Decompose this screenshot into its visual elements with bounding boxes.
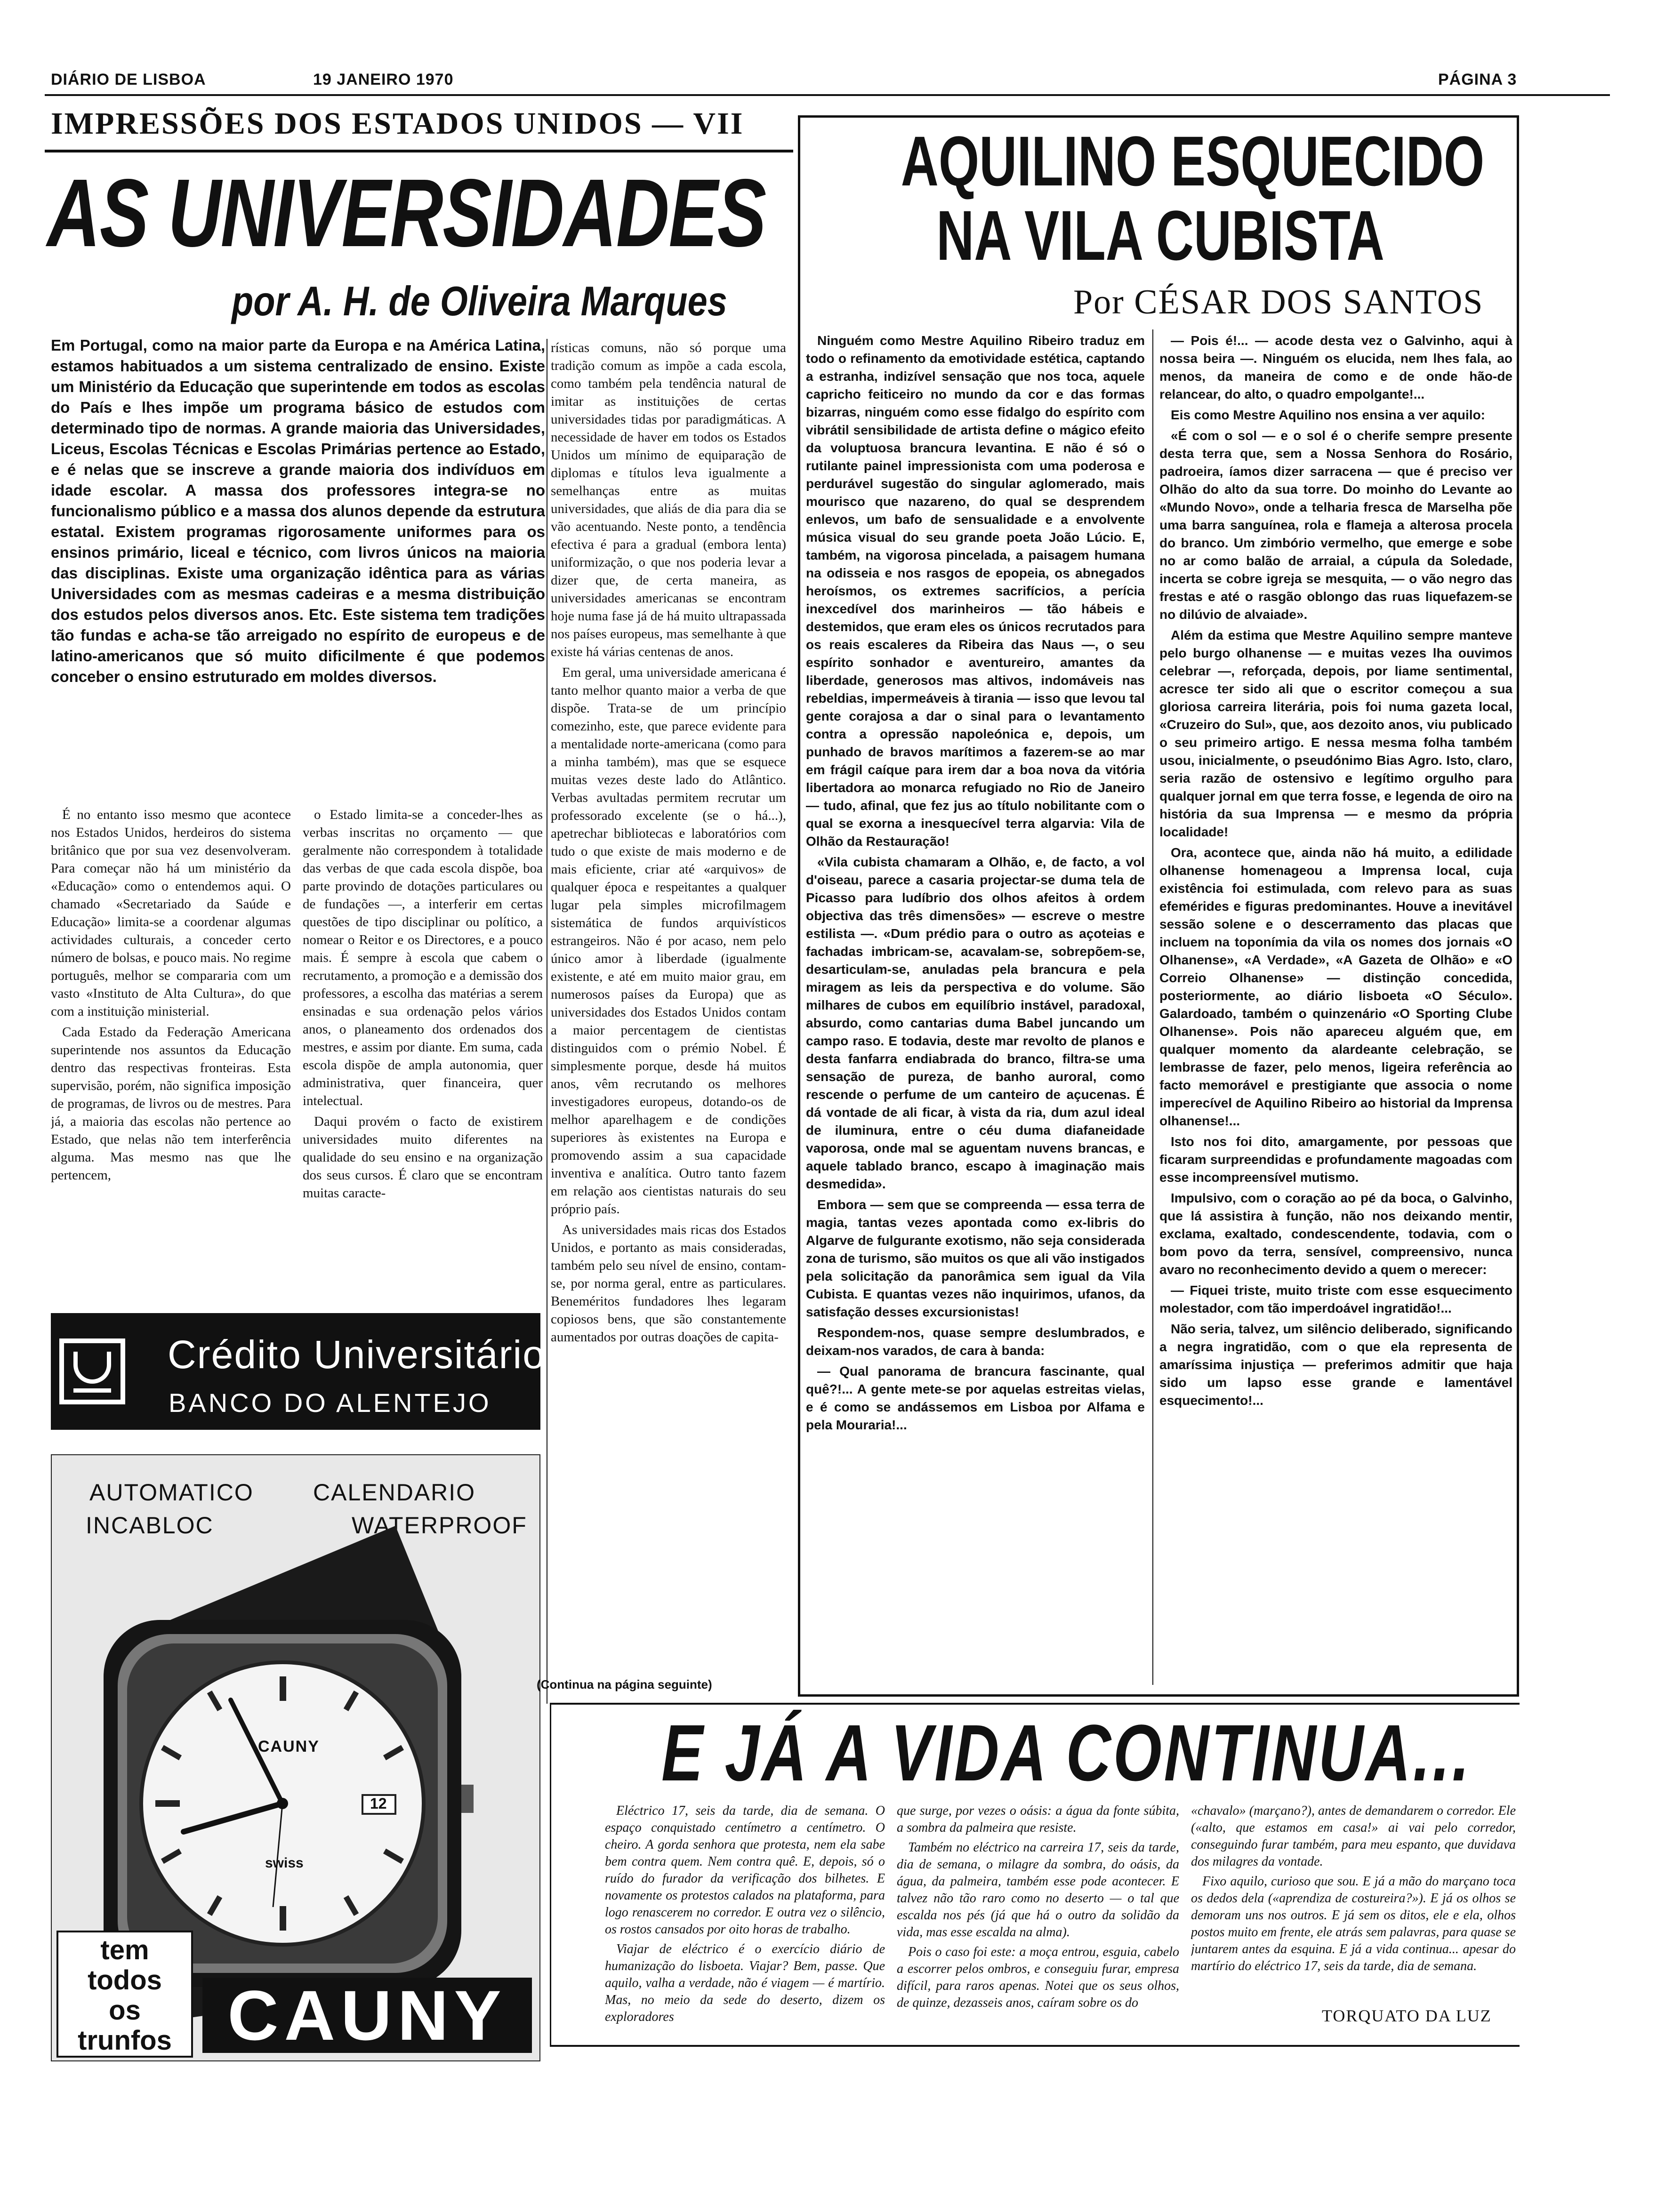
masthead-rule xyxy=(45,94,1610,96)
article2-box-left xyxy=(798,115,800,1697)
article3-title: E JÁ A VIDA CONTINUA... xyxy=(661,1708,1472,1798)
tag-line-4: trunfos xyxy=(78,2025,172,2056)
tag-line-2: todos xyxy=(88,1965,162,1996)
series-rule xyxy=(45,150,793,152)
credito-universitario-ad xyxy=(51,1313,546,1430)
article2-title-line-2: NA VILA CUBISTA xyxy=(936,196,1384,275)
article2-col2-paragraph: Ora, acontece que, ainda não há muito, a edilidade olhanense homenageou a Imprensa local, cuja existência foi estimulada, com relevo para as suas efemérides e figuras predominantes. Houve a inevitável sessão solene e o descerramento das placas que incluem na toponímia da vila os nomes dos jornais «O Olhanense», «A Verdade», «A Gazeta de Olhão» e «O Correio Olhanense» — distinção concedida, posteriormente, ao diário lisboeta «O Século». Galardoado, também o quinzenário «O Sporting Clube Olhanense». Pois não apareceu alguém que, em qualquer momento da alardeante celebração, se lembrasse de fazer, pelo menos, ligeira referência ao facto memorável e prestigiante que associa o nome imperecível de Aquilino Ribeiro ao historial da Imprensa olhanense!... xyxy=(1159,845,1512,1128)
article1-column-2 xyxy=(303,806,543,1304)
ad2-incabloc: INCABLOC xyxy=(86,1512,214,1539)
dial-brand: CAUNY xyxy=(258,1738,320,1755)
article2-byline: Por CÉSAR DOS SANTOS xyxy=(1073,283,1484,321)
masthead-paper: DIÁRIO DE LISBOA xyxy=(51,71,206,88)
article3-author: TORQUATO DA LUZ xyxy=(1322,2006,1492,2025)
article1-col2-paragraph: o Estado limita-se a conceder-lhes as verbas inscritas no orçamento — que geralmente não correspondem à totalidade das verbas de que cada escola dispõe, boa parte provindo de dotações particulares ou de fundações —, a interferir em certas questões de tipo disciplinar ou político, a nomear o Reitor e os Directores, e a pouco mais. É sempre à escola que cabem o recrutamento, a promoção e a demissão dos professores, a escolha das matérias a serem ensinadas e sua ordenação pelos vários anos, o planeamento dos ordenados dos mestres, e assim por diante. Em suma, cada escola dispõe de ampla autonomia, quer administrativa, quer financeira, quer intelectual. xyxy=(303,807,543,1108)
article2-column-2 xyxy=(1159,332,1512,1687)
article3-col2-paragraph: Pois o caso foi este: a moça entrou, esguia, cabelo a escorrer pelos ombros, e conseguiu furar, empresa difícil, para raros apenas. Notei que os seus olhos, de quinze, dezasseis anos, caíram sobre os do xyxy=(897,1945,1179,2010)
article3-col2-paragraph: Também no eléctrico na carreira 17, seis da tarde, dia de semana, o milagre da sombra, do oásis, da água, da palmeira, também esse pode acontecer. E talvez não tão raro como no deserto — o tal que escalda nos pés (já que há o outro da solidão da vida, mas esse escalda na alma). xyxy=(897,1840,1179,1940)
dial-swiss: swiss xyxy=(265,1855,304,1871)
article1-lead: Em Portugal, como na maior parte da Europa e na América Latina, estamos habituados a um sistema centralizado de ensino. Existe um Ministério da Educação que superintende em todos as escolas do País e lhes impõe um programa básico de estudos com determinado tipo de normas. A grande maioria das Universidades, Liceus, Escolas Técnicas e Escolas Primárias pertence ao Estado, e é nelas que se inscreve a grande maioria dos indivíduos em idade escolar. A massa dos professores integra-se no funcionalismo público e a massa dos alunos depende da estrutura estatal. Existem programas rigorosamente uniformes para os ensinos primário, liceal e técnico, com livros únicos na maioria das disciplinas. Existe uma organização idêntica para as várias Universidades com as mesmas cadeiras e a mesma distribuição dos estudos pelos diversos anos. Etc. Este sistema tem tradições tão fundas e acha-se tão arreigado no espírito de europeus e de latino-americanos que só muito dificilmente é que podemos conceber o ensino estruturado em moldes diversos. xyxy=(51,337,545,685)
article2-col1-paragraph: — Qual panorama de brancura fascinante, qual quê?!... A gente mete-se por aquelas estreitas vielas, e é como se andássemos em Lisboa por Alfama e pela Mouraria!... xyxy=(806,1364,1145,1432)
article3-rule-bottom xyxy=(550,2045,1520,2047)
article1-col3-paragraph: As universidades mais ricas dos Estados Unidos, e portanto as mais consideradas, também pelo seu nível de ensino, contam-se, por norma geral, entre as particulares. Beneméritos fundadores lhes legaram copiosos bens, que são constantemente aumentados por outras doações de capita- xyxy=(551,1222,786,1345)
article2-col1-paragraph: Embora — sem que se compreenda — essa terra de magia, tantas vezes apontada como ex-libris do Algarve de fulgurante exotismo, não seja considerada zona de turismo, são muitos os que ali vão instigados pela solicitação da panorâmica sem igual da Vila Cubista. E quantas vezes não inquirimos, ufanos, da satisfação desses excursionistas! xyxy=(806,1197,1145,1319)
article3-column-3 xyxy=(1191,1803,1516,2000)
article2-col1-paragraph: Ninguém como Mestre Aquilino Ribeiro traduz em todo o refinamento da emotividade estética, captando a estranha, indizível sensação que nos toca, aquele capricho feiticeiro no mundo da cor e das formas bizarras, ninguém como esse fidalgo do espírito com vibrátil sensibilidade de artista define o mágico efeito da voluptuosa brancura levantina. E não é só o rutilante painel impressionista com uma poderosa e perdurável sugestão do singular aglomerado, mais mourisco que nazareno, do qual se desprendem enlevos, um bafo de sensualidade e a envolvente música visual do seu grande poeta João Lúcio. E, também, na vigorosa pincelada, a paisagem humana na odisseia e nos rasgos de epopeia, os abnegados heroísmos, os extremes sacrifícios, a perícia inexcedível dos marinheiros — tão hábeis e destemidos, que eram eles os únicos recrutados para os reais escaleres da Ribeira das Naus —, o seu espírito sonhador e aventureiro, amantes da liberdade, generosos mas altivos, indomáveis nas rebeldias, impermeáveis à tirania — isso que levou tal gente corajosa a dar o sinal para o levantamento contra a opressão napoleónica e, depois, um punhado de bravos marítimos a fazerem-se ao mar em frágil caíque para irem dar a boa nova da vitória libertadora ao monarca refugiado no Rio de Janeiro — tudo, afinal, que fez jus ao título nobilitante com o qual se exorna a inesquecível terra algarvia: Vila de Olhão da Restauração! xyxy=(806,333,1145,849)
article2-box-right xyxy=(1517,115,1519,1697)
ad1-title: Crédito Universitário xyxy=(168,1332,546,1377)
article3-col1-paragraph: Viajar de eléctrico é o exercício diário de humanização do lisboeta. Viajar? Bem, passe. Que aquilo, valha a verdade, não é viagem — é martírio. Mas, no meio da sede do deserto, dizem os exploradores xyxy=(605,1942,885,2024)
cauny-brand: CAUNY xyxy=(202,1978,532,2053)
article1-col3-paragraph: rísticas comuns, não só porque uma tradição comum as impõe a cada escola, como também pela tendência natural de imitar as instituições de certas universidades tidas por paradigmáticas. A necessidade de haver em todos os Estados Unidos um mínimo de equiparação de diplomas e títulos leva igualmente a semelhanças entre as muitas universidades, que aliás de dia para dia se vão acentuando. Neste ponto, a tendência efectiva é para a gradual (embora lenta) uniformização, o que nos poderia levar a dizer que, de certa maneira, as universidades americanas se encontram hoje numa fase já de há muito ultrapassada nos países europeus, mas semelhante à que existe há várias centenas de anos. xyxy=(551,340,786,659)
article2-column-divider xyxy=(1152,329,1153,1685)
article3-col3-paragraph: Fixo aquilo, curioso que sou. E já a mão do marçano toca os dedos dela («aprendiza de costureira?»). E já os olhos se demoram uns nos outros. E já sem os ditos, ele e ela, olhos postos muito em frente, ele atrás sem palavras, para quase se juntarem antes da esquina. E já a vida continua... apesar do martírio do eléctrico 17, seis da tarde, dia de semana. xyxy=(1191,1874,1516,1973)
article2-col2-paragraph: Impulsivo, com o coração ao pé da boca, o Galvinho, que lá assistira à função, não nos deixando mentir, exclama, exaltado, condescendente, todavia, com o bom povo da terra, sensível, compreensivo, nunca avaro no reconhecimento devido a quem o merecer: xyxy=(1159,1191,1512,1277)
bank-logo-icon xyxy=(59,1338,125,1404)
article2-box-top xyxy=(798,115,1519,118)
article2-title-line-1: AQUILINO ESQUECIDO xyxy=(901,121,1485,200)
cauny-watch-ad xyxy=(51,1454,540,2061)
article2-col2-paragraph: Isto nos foi dito, amargamente, por pessoas que ficaram surpreendidas e profundamente magoadas com esse incompreensível mutismo. xyxy=(1159,1134,1512,1185)
article2-col1-paragraph: «Vila cubista chamaram a Olhão, e, de facto, a vol d'oiseau, parece a casaria projectar-se duma tela de Picasso para ludíbrio dos olhos afeitos à ordem objectiva das três dimensões» — escreve o mestre estilista —. «Dum prédio para o outro as açoteias e fachadas imbricam-se, acavalam-se, sobrepõem-se, desarticulam-se, anuladas pela brancura e pela miragem as leis da perspectiva e do volume. São milhares de cubos em equilíbrio instável, paradoxal, absurdo, como cantarias duma Babel juncando um campo raso. E todavia, deste mar revolto de planos e desta fanfarra endiabrada do branco, filtra-se uma sensação de pureza, de banho auroral, como rescende o perfume de um canteiro de açucenas. É dá vontade de ali ficar, à vista da ria, dum azul ideal de iluminura, entre o céu duma diafaneidade vaporosa, onde mal se aguentam nuvens brancas, e aquele tablado branco, escapo à imaginação mais desmedida». xyxy=(806,855,1145,1191)
article2-col1-paragraph: Respondem-nos, quase sempre deslumbrados, e deixam-nos varados, de cara à banda: xyxy=(806,1325,1145,1358)
article3-column-2 xyxy=(897,1803,1179,2038)
article2-col2-paragraph: Eis como Mestre Aquilino nos ensina a ver aquilo: xyxy=(1171,408,1485,422)
article2-col2-paragraph: — Fiquei triste, muito triste com esse esquecimento molestador, com tão imperdoável ingratidão!... xyxy=(1159,1283,1512,1315)
article2-col2-paragraph: — Pois é!... — acode desta vez o Galvinho, aqui à nossa beira —. Ninguém os elucida, nem lhes fala, ao menos, da maneira de como e de onde hão-de relancear, do alto, o quadro empolgante!... xyxy=(1159,333,1512,401)
article1-col3-paragraph: Em geral, uma universidade americana é tanto melhor quanto maior a verba de que dispõe. Trata-se de um princípio comezinho, este, que parece evidente para a mentalidade norte-americana (como para a minha também), mas que se esquece muitas vezes deste lado do Atlântico. Verbas avultadas permitem recrutar um professorado excelente (se o há...), apetrechar bibliotecas e laboratórios com tudo o que existe de mais moderno e de mais eficiente, criar até «arquivos» de qualquer época e respeitantes a qualquer lugar pela simples microfilmagem sistemática de fundos arquivísticos estrangeiros. Não é por acaso, nem pelo único amor à liberdade (igualmente existente, e até em muito maior grau, em numerosos países da Europa) que as universidades dos Estados Unidos contam a maior percentagem de cientistas distinguidos com o prémio Nobel. É simplesmente porque, desde há muitos anos, vêm recrutando os melhores investigadores europeus, dotando-os de melhor aparelhagem e de condições superiores às existentes na Europa e promovendo assim a sua capacidade inventiva e analítica. Outro tanto fazem em relação aos cientistas naturais do seu próprio país. xyxy=(551,665,786,1217)
article2-column-1 xyxy=(806,332,1145,1673)
article3-col1-paragraph: Eléctrico 17, seis da tarde, dia de semana. O espaço conquistado centímetro a centímetro. O cheiro. A gorda senhora que protesta, nem ela sabe bem contra quem. Nem contra quê. E, depois, só o ruído do furador da verificação dos bilhetes. E novamente os protestos calados na plataforma, para logo renascerem no corredor. E outra vez o silêncio, os rostos cansados por oito horas de trabalho. xyxy=(605,1803,885,1937)
article3-rule-top xyxy=(550,1703,1520,1705)
ad2-waterproof: WATERPROOF xyxy=(352,1512,527,1539)
article3-col3-paragraph: «chavalo» (marçano?), antes de demandarem o corredor. Ele («alto, que estamos em casa!» ai vai pelo corredor, conseguindo furar também, para meu espanto, que duvidava dos milagres da vontade. xyxy=(1191,1803,1516,1869)
ad1-bank: BANCO DO ALENTEJO xyxy=(169,1388,491,1418)
article3-col2-paragraph: que surge, por vezes o oásis: a água da fonte súbita, a sombra da palmeira que resiste. xyxy=(897,1803,1179,1835)
tag-line-3: os xyxy=(109,1995,141,2026)
article1-title: AS UNIVERSIDADES xyxy=(47,159,766,267)
masthead-page: PÁGINA 3 xyxy=(1438,71,1517,88)
article1-col1-paragraph: Cada Estado da Federação Americana superintende nos assuntos da Educação dentro das respectivas fronteiras. Esta supervisão, porém, não significa imposição de programas, de livros ou de mestres. Para já, a maioria das escolas não pertence ao Estado, que nelas não tem interferência alguma. Mas mesmo nas que lhe pertencem, xyxy=(51,1025,291,1183)
series-heading: IMPRESSÕES DOS ESTADOS UNIDOS — VII xyxy=(51,106,744,141)
tag-line-1: tem xyxy=(100,1935,149,1965)
ad2-calendario: CALENDARIO xyxy=(313,1479,476,1506)
masthead-date: 19 JANEIRO 1970 xyxy=(313,71,454,88)
article2-col2-paragraph: Não seria, talvez, um silêncio deliberado, significando a negra ingratidão, com o que ela representa de amaríssima injustiça — preferimos admitir que haja sido um lapso esse grande e lamentável esquecimento!... xyxy=(1159,1322,1512,1408)
article1-col1-paragraph: É no entanto isso mesmo que acontece nos Estados Unidos, herdeiros do sistema britânico que por sua vez desenvolveram. Para começar não há um ministério da «Educação» como o entendemos aqui. O chamado «Secretariado da Saúde e Educação» limita-se a coordenar algumas actividades culturais, a conceder certo número de bolsas, e pouco mais. No regime português, melhor se compararia com um vasto «Instituto de Alta Cultura», do que com a instituição ministerial. xyxy=(51,807,291,1019)
dial-date: 12 xyxy=(370,1795,387,1812)
article2-box-bottom xyxy=(798,1694,1519,1697)
article2-col2-paragraph: Além da estima que Mestre Aquilino sempre manteve pelo burgo olhanense — e muitas vezes lha ouvimos celebrar —, reforçada, depois, por liame sentimental, acresce ter sido ali que o escritor começou a sua gloriosa carreira literária, pois foi numa gazeta local, «Cruzeiro do Sul», que, aos dezoito anos, viu publicado o seu primeiro artigo. E nessa mesma folha também usou, inicialmente, o pseudónimo Bias Agro. Isto, claro, seria razão de ostensivo e legítimo orgulho para qualquer jornal em que terra fosse, e legenda de oiro na história da sua Imprensa — e mesmo da própria localidade! xyxy=(1159,628,1512,839)
article3-rule-left xyxy=(550,1703,551,2046)
article2-col2-paragraph: «É com o sol — e o sol é o cherife sempre presente desta terra que, sem a Nossa Senhora do Rosário, padroeira, íamos dizer sarracena — que é preciso ver Olhão do alto da sua torre. Do moinho do Levante ao «Mundo Novo», onde a telharia fresca de Marselha põe uma barra sanguínea, rola e flameja a alterosa procela do branco. Um zimbório vermelho, que emerge e sobe no ar como balão de arraial, a cúpula da Soledade, incerta se cobre igreja se mesquita, — o vão negro das frestas e até o rasgão oblongo das ruas liquefazem-se no dilúvio de alvaiade». xyxy=(1159,428,1512,622)
article1-byline: por A. H. de Oliveira Marques xyxy=(232,278,727,324)
ad2-automatic: AUTOMATICO xyxy=(89,1479,254,1506)
article1-column-3 xyxy=(551,339,786,1699)
article1-column-1 xyxy=(51,806,291,1304)
article1-col2-paragraph: Daqui provém o facto de existirem universidades muito diferentes na qualidade do seu ensino e na organização dos seus cursos. É claro que se encontram muitas caracte- xyxy=(303,1114,543,1201)
article2-continues: (Continua na página seguinte) xyxy=(537,1677,712,1691)
article3-column-1 xyxy=(605,1803,885,2038)
trunfos-tag xyxy=(56,1931,193,2058)
